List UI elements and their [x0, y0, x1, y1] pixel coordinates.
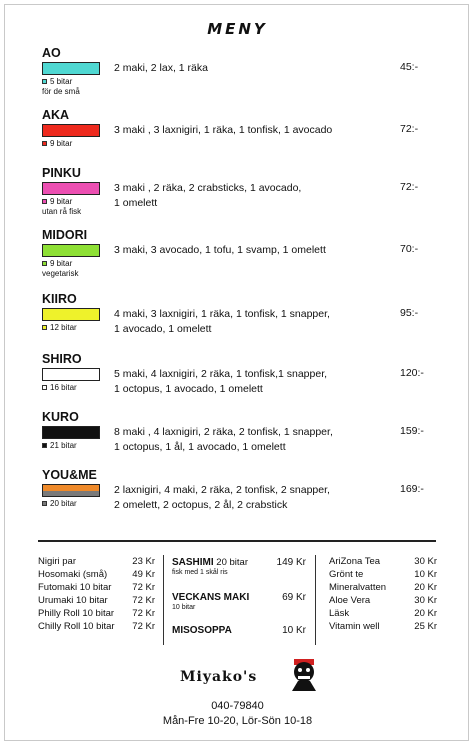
product-name: Hosomaki (små): [38, 569, 108, 580]
logo-text: Miyako's: [180, 669, 258, 685]
color-swatch: [42, 244, 100, 257]
color-square-icon: [42, 443, 47, 448]
set-note: för de små: [42, 87, 80, 96]
product-name: Chilly Roll 10 bitar: [38, 621, 115, 632]
set-note: vegetarisk: [42, 269, 79, 278]
color-swatch: [42, 124, 100, 137]
special-name: MISOSOPPA: [172, 625, 232, 636]
price-row: [329, 620, 437, 633]
description-line: 2 maki, 2 lax, 1 räka: [114, 62, 208, 74]
description-line: 3 maki , 3 laxnigiri, 1 räka, 1 tonfisk, 1 avocado: [114, 124, 333, 136]
price-row: [38, 607, 155, 620]
set-description: [114, 483, 344, 513]
set-name: KIIRO: [42, 292, 77, 306]
price-row: [329, 607, 437, 620]
set-name: AO: [42, 46, 61, 60]
description-line: 1 avocado, 1 omelett: [114, 323, 212, 335]
color-square-icon: [42, 385, 47, 390]
description-line: 8 maki , 4 laxnigiri, 2 räka, 2 tonfisk, 1 snapper,: [114, 426, 333, 438]
description-line: 5 maki, 4 laxnigiri, 2 räka, 1 tonfisk,1 snapper,: [114, 368, 328, 380]
set-description: [114, 61, 344, 76]
description-line: 3 maki, 3 avocado, 1 tofu, 1 svamp, 1 omelett: [114, 244, 326, 256]
piece-count-text: 9 bitar: [50, 259, 73, 268]
price-row: [38, 581, 155, 594]
special-sub: fisk med 1 skål ris: [172, 569, 228, 576]
price-row: [329, 568, 437, 581]
set-price: 72:-: [400, 123, 419, 135]
color-swatch: [42, 308, 100, 321]
column-separator: [315, 555, 316, 645]
set-item: [42, 228, 442, 298]
set-price: 95:-: [400, 307, 419, 319]
product-name: Nigiri par: [38, 556, 77, 567]
product-name: Vitamin well: [329, 621, 380, 632]
color-swatch: [42, 62, 100, 75]
special-name: VECKANS MAKI: [172, 592, 250, 603]
product-price: 25 Kr: [414, 621, 437, 632]
special-item: [172, 625, 306, 636]
piece-count: [42, 197, 72, 207]
samurai-mascot-icon: [288, 657, 320, 691]
drinks-list: [329, 555, 437, 633]
color-swatch: [42, 426, 100, 439]
menu-title: MENY: [207, 20, 268, 38]
column-separator: [163, 555, 164, 645]
set-description: [114, 307, 344, 337]
price-row: [329, 555, 437, 568]
piece-count-text: 9 bitar: [50, 139, 73, 148]
product-price: 72 Kr: [132, 595, 155, 606]
set-price: 120:-: [400, 367, 424, 379]
product-name: Läsk: [329, 608, 350, 619]
product-price: 30 Kr: [414, 556, 437, 567]
description-line: 1 octopus, 1 avocado, 1 omelett: [114, 383, 263, 395]
section-divider: [38, 540, 436, 542]
product-price: 30 Kr: [414, 595, 437, 606]
product-name: Futomaki 10 bitar: [38, 582, 112, 593]
set-name: AKA: [42, 108, 70, 122]
color-square-icon: [42, 261, 47, 266]
color-swatch: [42, 182, 100, 195]
product-price: 49 Kr: [132, 569, 155, 580]
description-line: 1 omelett: [114, 197, 158, 209]
set-name: MIDORI: [42, 228, 88, 242]
price-row: [38, 568, 155, 581]
price-row: [329, 581, 437, 594]
piece-count: [42, 499, 77, 509]
product-price: 10 Kr: [414, 569, 437, 580]
piece-count-text: 16 bitar: [50, 383, 77, 392]
piece-count: [42, 383, 77, 393]
set-name: YOU&ME: [42, 468, 97, 482]
special-price: 149 Kr: [276, 557, 306, 568]
opening-hours: Mån-Fre 10-20, Lör-Sön 10-18: [162, 715, 313, 727]
color-square-icon: [42, 199, 47, 204]
product-price: 72 Kr: [132, 608, 155, 619]
product-price: 23 Kr: [132, 556, 155, 567]
special-name: SASHIMI: [172, 557, 214, 568]
product-name: Aloe Vera: [329, 595, 371, 606]
description-line: 3 maki , 2 räka, 2 crabsticks, 1 avocado,: [114, 182, 302, 194]
description-line: 2 laxnigiri, 4 maki, 2 räka, 2 tonfisk, 2 snapper,: [114, 484, 330, 496]
price-row: [38, 555, 155, 568]
set-price: 45:-: [400, 61, 419, 73]
product-name: Philly Roll 10 bitar: [38, 608, 115, 619]
set-name: KURO: [42, 410, 79, 424]
product-price: 72 Kr: [132, 621, 155, 632]
color-swatch: [42, 484, 100, 497]
color-swatch: [42, 368, 100, 381]
set-description: [114, 367, 344, 397]
special-item: [172, 592, 306, 612]
price-row: [38, 594, 155, 607]
product-name: Urumaki 10 bitar: [38, 595, 108, 606]
product-price: 72 Kr: [132, 582, 155, 593]
product-price: 20 Kr: [414, 608, 437, 619]
product-price: 20 Kr: [414, 582, 437, 593]
set-description: [114, 243, 344, 258]
set-name: PINKU: [42, 166, 81, 180]
product-name: AriZona Tea: [329, 556, 381, 567]
price-row: [329, 594, 437, 607]
set-price: 159:-: [400, 425, 424, 437]
set-description: [114, 425, 344, 455]
set-description: [114, 181, 344, 211]
piece-count-text: 9 bitar: [50, 197, 73, 206]
price-row: [38, 620, 155, 633]
product-name: Grönt te: [329, 569, 364, 580]
color-square-icon: [42, 501, 47, 506]
special-price: 69 Kr: [282, 592, 306, 603]
set-note: utan rå fisk: [42, 207, 82, 216]
color-square-icon: [42, 79, 47, 84]
set-item: [42, 468, 442, 538]
product-name: Mineralvatten: [329, 582, 387, 593]
piece-count-text: 12 bitar: [50, 323, 77, 332]
piece-count: [42, 139, 72, 149]
piece-count-text: 21 bitar: [50, 441, 77, 450]
special-item: [172, 557, 306, 577]
description-line: 1 octopus, 1 ål, 1 avocado, 1 omelett: [114, 441, 286, 453]
set-price: 70:-: [400, 243, 419, 255]
set-price: 169:-: [400, 483, 424, 495]
color-square-icon: [42, 325, 47, 330]
piece-count: [42, 259, 72, 269]
special-price: 10 Kr: [282, 625, 306, 636]
piece-count: [42, 323, 77, 333]
piece-count-text: 20 bitar: [50, 499, 77, 508]
description-line: 4 maki, 3 laxnigiri, 1 räka, 1 tonfisk, 1 snapper,: [114, 308, 330, 320]
phone-number: 040-79840: [211, 700, 264, 712]
special-extra: 20 bitar: [213, 557, 248, 568]
piece-count-text: 5 bitar: [50, 77, 73, 86]
description-line: 2 omelett, 2 octopus, 2 ål, 2 crabstick: [114, 499, 288, 511]
set-description: [114, 123, 344, 138]
set-price: 72:-: [400, 181, 419, 193]
sides-list: [38, 555, 155, 633]
special-sub: 10 bitar: [172, 604, 196, 611]
restaurant-logo: [180, 661, 320, 693]
set-name: SHIRO: [42, 352, 82, 366]
color-square-icon: [42, 141, 47, 146]
piece-count: [42, 77, 72, 87]
set-item: [42, 46, 442, 116]
piece-count: [42, 441, 77, 451]
set-item: [42, 166, 442, 236]
